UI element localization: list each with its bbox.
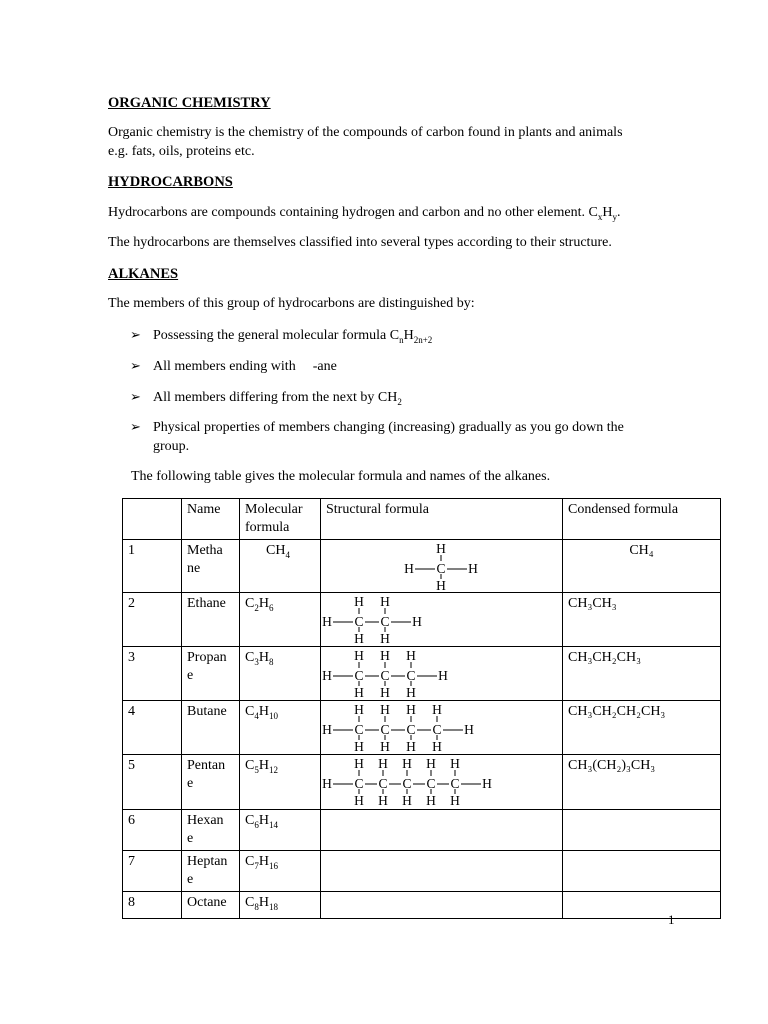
row-name	[182, 647, 240, 701]
row-name-l1: Pentan	[187, 758, 226, 773]
formula-part: H	[258, 854, 269, 869]
formula-part: 18	[268, 901, 278, 912]
hydro-def-end: .	[616, 205, 621, 220]
hydrogen-atom: H	[426, 756, 436, 771]
hydrogen-atom: H	[322, 776, 332, 791]
row-number: 4	[123, 701, 182, 755]
hydrogen-atom: H	[406, 702, 416, 717]
carbon-atom: C	[436, 561, 446, 576]
carbon-atom: C	[406, 722, 416, 737]
bullet2-suffix: -ane	[312, 359, 337, 374]
bullet3-sub: 2	[397, 396, 402, 407]
table-row	[123, 851, 721, 892]
formula-part: C	[245, 650, 255, 665]
structural-formula-diagram	[321, 540, 561, 592]
formula-part: 16	[268, 860, 278, 871]
formula-part: C	[245, 758, 255, 773]
row-name	[182, 810, 240, 851]
row-molecular-formula	[240, 755, 321, 810]
carbon-atom: C	[354, 722, 364, 737]
hydrogen-atom: H	[380, 631, 390, 645]
hydro-def-y: y	[612, 211, 617, 222]
header-molecular-l1: Molecular	[245, 502, 303, 517]
row-name-l1: Butane	[187, 704, 227, 719]
row-number: 6	[123, 810, 182, 851]
table-row	[123, 892, 721, 919]
hydrogen-atom: H	[406, 648, 416, 663]
hydrogen-atom: H	[436, 541, 446, 556]
hydrogen-atom: H	[354, 702, 364, 717]
row-structural-formula	[321, 593, 563, 647]
hydrogen-atom: H	[464, 722, 474, 737]
formula-part: H	[258, 895, 269, 910]
table-row	[123, 755, 721, 810]
carbon-atom: C	[432, 722, 442, 737]
row-structural-formula	[321, 755, 563, 810]
hydrogen-atom: H	[322, 668, 332, 683]
row-number: 7	[123, 851, 182, 892]
table-header-row	[123, 499, 721, 540]
table-intro: The following table gives the molecular formula and names of the alkanes.	[131, 469, 551, 484]
row-condensed-formula: CH₃CH₂CH₃	[563, 647, 721, 701]
formula-part: 12	[268, 764, 278, 775]
formula-part: H	[258, 650, 269, 665]
formula-part: H	[258, 704, 269, 719]
formula-part: C	[245, 895, 255, 910]
carbon-atom: C	[402, 776, 412, 791]
hydrogen-atom: H	[380, 739, 390, 753]
row-number: 8	[123, 892, 182, 919]
header-molecular	[240, 499, 321, 540]
row-condensed-formula: CH₃(CH₂)₃CH₃	[563, 755, 721, 810]
bullet-arrow-icon: ➢	[130, 389, 141, 404]
row-condensed-formula: CH₃CH₃	[563, 593, 721, 647]
row-structural-formula	[321, 701, 563, 755]
formula-part: C	[245, 596, 255, 611]
intro-paragraph-line1: Organic chemistry is the chemistry of the compounds of carbon found in plants and animals	[108, 125, 623, 140]
carbon-atom: C	[354, 668, 364, 683]
row-structural-formula	[321, 851, 563, 892]
structural-formula-diagram	[321, 701, 561, 753]
row-number: 1	[123, 540, 182, 593]
header-structural: Structural formula	[321, 499, 563, 540]
hydro-def-text: Hydrocarbons are compounds containing hydrogen and carbon and no other element. C	[108, 205, 598, 220]
hydrogen-atom: H	[402, 756, 412, 771]
hydrogen-atom: H	[406, 739, 416, 753]
intro-paragraph-line2: e.g. fats, oils, proteins etc.	[108, 144, 255, 159]
carbon-atom: C	[380, 668, 390, 683]
row-name-l2: e	[187, 831, 194, 846]
formula-part: 3	[254, 656, 259, 667]
row-condensed-formula: CH₄	[563, 540, 721, 593]
row-molecular-formula	[240, 593, 321, 647]
header-number	[123, 499, 182, 540]
row-name	[182, 851, 240, 892]
row-name-l2: e	[187, 872, 194, 887]
hydrogen-atom: H	[354, 739, 364, 753]
carbon-atom: C	[450, 776, 460, 791]
formula-part: 10	[268, 710, 278, 721]
table-row	[123, 810, 721, 851]
hydrogen-atom: H	[354, 648, 364, 663]
row-structural-formula	[321, 647, 563, 701]
hydrogen-atom: H	[438, 668, 448, 683]
header-name: Name	[182, 499, 240, 540]
table-row	[123, 701, 721, 755]
formula-part: C	[245, 704, 255, 719]
bullet3-text: All members differing from the next by CH	[153, 390, 398, 405]
formula-part: 8	[268, 656, 274, 667]
hydrogen-atom: H	[380, 702, 390, 717]
alkanes-intro: The members of this group of hydrocarbons are distinguished by:	[108, 296, 475, 311]
hydro-def-x: x	[597, 211, 603, 222]
hydrogen-atom: H	[380, 594, 390, 609]
bullet-difference	[153, 389, 402, 411]
carbon-atom: C	[406, 668, 416, 683]
hydrogen-atom: H	[380, 685, 390, 699]
carbon-atom: C	[354, 614, 364, 629]
formula-part: 2	[254, 602, 259, 613]
header-molecular-l2: formula	[245, 520, 290, 535]
hydrogen-atom: H	[426, 793, 436, 807]
row-condensed-formula	[563, 810, 721, 851]
hydrogen-atom: H	[412, 614, 422, 629]
hydrogen-atom: H	[378, 756, 388, 771]
hydrogen-atom: H	[450, 793, 460, 807]
carbon-atom: C	[380, 722, 390, 737]
row-name-l1: Heptan	[187, 854, 228, 869]
formula-part: 7	[254, 860, 259, 871]
hydrogen-atom: H	[354, 594, 364, 609]
bullet2-text: All members ending with	[153, 359, 296, 374]
table-row	[123, 647, 721, 701]
row-molecular-formula	[240, 647, 321, 701]
row-condensed-formula	[563, 851, 721, 892]
carbon-atom: C	[380, 614, 390, 629]
carbon-atom: C	[354, 776, 364, 791]
bullet-arrow-icon: ➢	[130, 419, 141, 434]
row-structural-formula	[321, 810, 563, 851]
formula-part: 4	[285, 549, 290, 560]
bullet-physical-line1: Physical properties of members changing (increasing) gradually as you go down the	[153, 420, 624, 435]
formula-part: 5	[254, 764, 259, 775]
header-condensed: Condensed formula	[563, 499, 721, 540]
row-name-l2: ne	[187, 561, 201, 576]
bullet1-text: Possessing the general molecular formula C	[153, 328, 400, 343]
formula-part: 6	[268, 602, 274, 613]
alkanes-heading: ALKANES	[108, 266, 179, 282]
bullet1-h: H	[403, 328, 414, 343]
row-name	[182, 892, 240, 919]
row-number: 5	[123, 755, 182, 810]
structural-formula-diagram	[321, 755, 561, 807]
alkanes-table	[122, 498, 721, 919]
row-condensed-formula	[563, 892, 721, 919]
table-row	[123, 540, 721, 593]
hydrogen-atom: H	[450, 756, 460, 771]
row-molecular-formula	[240, 810, 321, 851]
hydrogen-atom: H	[404, 561, 414, 576]
bullet-physical-line2: group.	[153, 439, 190, 454]
row-molecular-formula	[240, 540, 321, 593]
page-number: 1	[668, 912, 675, 927]
hydro-def-h: H	[602, 205, 613, 220]
row-number: 3	[123, 647, 182, 701]
row-name-l1: Ethane	[187, 596, 226, 611]
row-molecular-formula	[240, 892, 321, 919]
formula-part: H	[258, 758, 269, 773]
hydrogen-atom: H	[378, 793, 388, 807]
hydrogen-atom: H	[354, 756, 364, 771]
hydrogen-atom: H	[406, 685, 416, 699]
page-title: ORGANIC CHEMISTRY	[108, 95, 271, 111]
row-name-l1: Propan	[187, 650, 227, 665]
structural-formula-diagram	[321, 593, 561, 645]
bullet-general-formula	[153, 327, 432, 349]
hydrocarbons-classified: The hydrocarbons are themselves classified into several types according to their structure.	[108, 235, 612, 250]
bullet1-n: n	[399, 334, 404, 345]
hydrogen-atom: H	[468, 561, 478, 576]
formula-part: CH	[266, 543, 286, 558]
row-structural-formula	[321, 892, 563, 919]
formula-part: H	[258, 596, 269, 611]
row-molecular-formula	[240, 851, 321, 892]
row-structural-formula	[321, 540, 563, 593]
row-name-l2: e	[187, 776, 194, 791]
formula-part: C	[245, 854, 255, 869]
hydrogen-atom: H	[322, 722, 332, 737]
formula-part: H	[258, 813, 269, 828]
formula-part: 14	[268, 819, 278, 830]
hydrogen-atom: H	[354, 685, 364, 699]
carbon-atom: C	[426, 776, 436, 791]
bullet1-sub: 2n+2	[413, 334, 433, 345]
hydrogen-atom: H	[322, 614, 332, 629]
row-name-l1: Octane	[187, 895, 227, 910]
hydrogen-atom: H	[482, 776, 492, 791]
formula-part: 8	[254, 901, 259, 912]
formula-part: C	[245, 813, 255, 828]
row-name	[182, 701, 240, 755]
table-row	[123, 593, 721, 647]
row-number: 2	[123, 593, 182, 647]
row-condensed-formula: CH₃CH₂CH₂CH₃	[563, 701, 721, 755]
hydrocarbons-definition	[108, 204, 620, 226]
hydrogen-atom: H	[354, 793, 364, 807]
row-name-l1: Hexan	[187, 813, 224, 828]
row-name	[182, 593, 240, 647]
formula-part: 4	[254, 710, 259, 721]
row-name-l2: e	[187, 668, 194, 683]
bullet-arrow-icon: ➢	[130, 327, 141, 342]
hydrogen-atom: H	[380, 648, 390, 663]
row-name-l1: Metha	[187, 543, 223, 558]
row-name	[182, 540, 240, 593]
hydrogen-atom: H	[432, 702, 442, 717]
row-molecular-formula	[240, 701, 321, 755]
hydrogen-atom: H	[354, 631, 364, 645]
carbon-atom: C	[378, 776, 388, 791]
formula-part: 6	[254, 819, 259, 830]
bullet-arrow-icon: ➢	[130, 358, 141, 373]
bullet-ending	[153, 358, 337, 376]
hydrogen-atom: H	[402, 793, 412, 807]
hydrogen-atom: H	[432, 739, 442, 753]
hydrogen-atom: H	[436, 578, 446, 592]
row-name	[182, 755, 240, 810]
hydrocarbons-heading: HYDROCARBONS	[108, 174, 233, 190]
structural-formula-diagram	[321, 647, 561, 699]
